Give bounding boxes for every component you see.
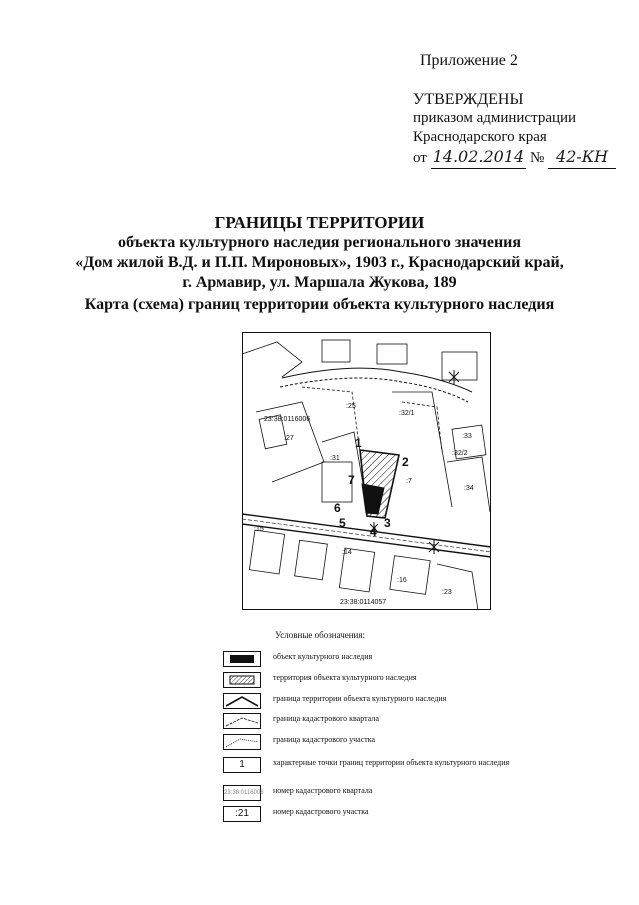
legend-item-points — [223, 757, 543, 779]
annex-label: Приложение 2 — [420, 52, 518, 69]
label-quarter-bottom: 23:38:0114057 — [340, 599, 387, 606]
title-line4: г. Армавир, ул. Маршала Жукова, 189 — [182, 274, 457, 291]
legend-swatch-parcel-number: :21 — [223, 806, 261, 822]
label-p34: :34 — [464, 485, 474, 492]
approved-line2: приказом администрации — [413, 110, 577, 126]
legend-swatch-territory-boundary — [223, 693, 261, 709]
legend-swatch-points: 1 — [223, 757, 261, 773]
point-1: 1 — [355, 436, 362, 450]
label-p32-2: :32/2 — [452, 450, 468, 457]
legend-label: граница территории объекта культурного наследия — [273, 694, 447, 703]
legend-label: номер кадастрового квартала — [273, 786, 373, 795]
legend-item-territory-boundary — [223, 693, 543, 711]
legend-label: номер кадастрового участка — [273, 807, 369, 816]
legend-label: граница кадастрового квартала — [273, 714, 379, 723]
document-title — [0, 212, 639, 293]
legend-item-parcel-number — [223, 806, 543, 824]
label-p7: :7 — [406, 478, 412, 485]
label-p31: :31 — [330, 455, 340, 462]
label-p27: :27 — [284, 435, 294, 442]
label-p32-1: :32/1 — [399, 410, 415, 417]
legend-swatch-quarter-boundary — [223, 713, 261, 729]
territory-map — [242, 332, 491, 610]
legend-label: граница кадастрового участка — [273, 735, 376, 744]
handwritten-date: 14.02.2014 — [432, 147, 525, 166]
legend-label: территория объекта культурного наследия — [273, 673, 417, 682]
handwritten-number: 42-КН — [556, 147, 609, 166]
legend-swatch-territory — [223, 672, 261, 688]
legend-item-parcel-boundary — [223, 734, 543, 752]
point-2: 2 — [402, 455, 409, 469]
from-prefix: от — [413, 150, 427, 166]
legend-swatch-object — [223, 651, 261, 667]
legend-swatch-quarter-number: 23:38:0116006 — [223, 785, 261, 801]
title-line3: «Дом жилой В.Д. и П.П. Мироновых», 1903 г., Краснодарский край, — [75, 254, 564, 271]
approval-block — [413, 90, 616, 169]
legend-swatch-parcel-boundary — [223, 734, 261, 750]
label-p15: :15 — [254, 526, 264, 533]
legend-item-territory — [223, 672, 543, 690]
approval-date-line — [413, 147, 616, 169]
number-sign: № — [529, 150, 545, 166]
title-line2: объекта культурного наследия регионального значения — [117, 234, 522, 251]
point-3: 3 — [384, 516, 391, 530]
point-4: 4 — [370, 525, 377, 539]
legend-item-object — [223, 651, 543, 669]
label-p14: :14 — [342, 549, 352, 556]
point-7: 7 — [348, 473, 355, 487]
legend-item-quarter-boundary — [223, 713, 543, 731]
legend-label: объект культурного наследия — [273, 652, 373, 661]
approved-caps: УТВЕРЖДЕНЫ — [413, 91, 524, 108]
point-5: 5 — [339, 516, 346, 530]
label-p16: :16 — [397, 577, 407, 584]
legend-item-quarter-number — [223, 785, 543, 803]
map-subtitle: Карта (схема) границ территории объекта культурного наследия — [84, 296, 555, 313]
legend-heading: Условные обозначения: — [275, 630, 366, 640]
label-p33: :33 — [462, 433, 472, 440]
label-p23: :23 — [442, 589, 452, 596]
title-line1: ГРАНИЦЫ ТЕРРИТОРИИ — [214, 213, 425, 232]
approved-line3: Краснодарского края — [413, 129, 547, 145]
point-6: 6 — [334, 501, 341, 515]
label-quarter-top: 23:38:0116006 — [264, 416, 311, 423]
legend-label: характерные точки границ территории объекта культурного наследия — [273, 758, 510, 767]
label-p25: :25 — [346, 403, 356, 410]
